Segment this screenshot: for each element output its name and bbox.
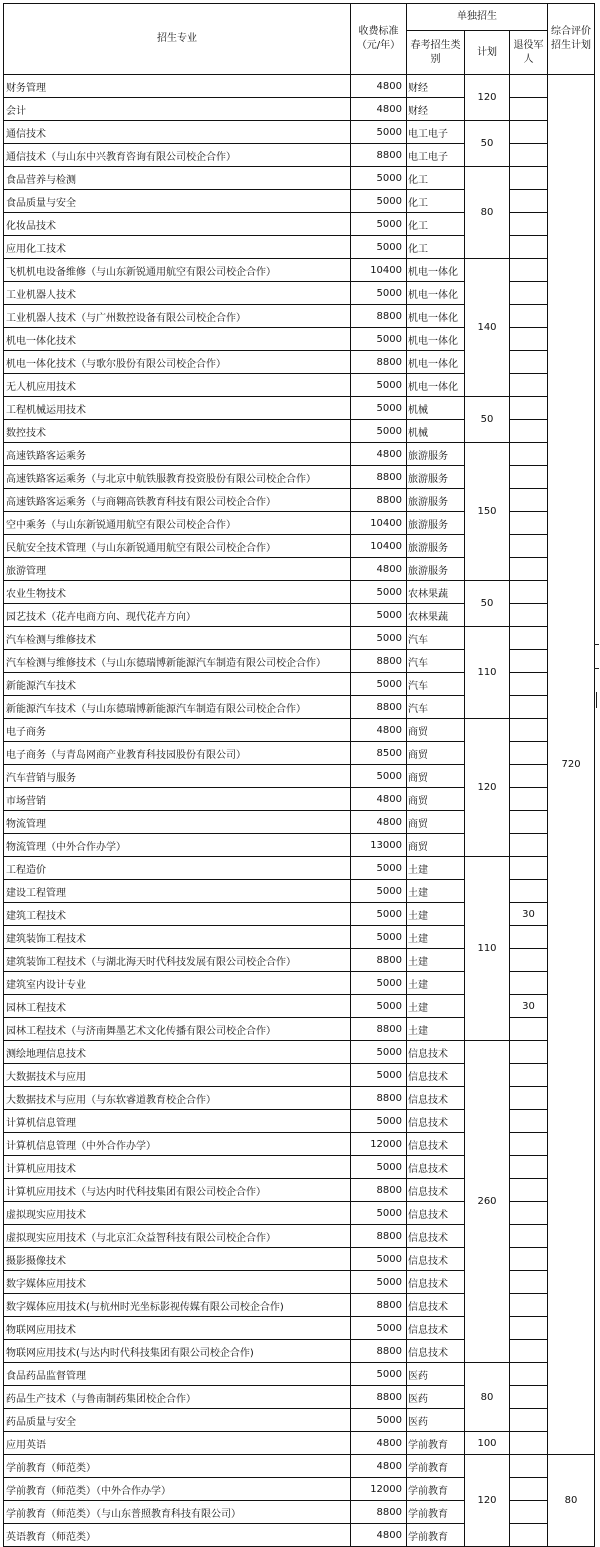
chunkao-category-cell: 汽车	[407, 696, 465, 719]
fee-cell: 5000	[351, 673, 407, 696]
major-name-cell: 高速铁路客运乘务	[4, 443, 351, 466]
chunkao-category-cell: 信息技术	[407, 1202, 465, 1225]
plan-cell: 50	[465, 581, 510, 627]
veteran-cell	[510, 788, 548, 811]
chunkao-category-cell: 土建	[407, 903, 465, 926]
chunkao-category-cell: 汽车	[407, 673, 465, 696]
chunkao-category-cell: 信息技术	[407, 1156, 465, 1179]
major-name-cell: 建筑工程技术	[4, 903, 351, 926]
plan-cell: 110	[465, 857, 510, 1041]
fee-cell: 4800	[351, 98, 407, 121]
major-name-cell: 建筑室内设计专业	[4, 972, 351, 995]
chunkao-category-cell: 学前教育	[407, 1524, 465, 1547]
fee-cell: 8800	[351, 1294, 407, 1317]
veteran-cell	[510, 627, 548, 650]
table-row	[4, 443, 595, 466]
table-row	[4, 75, 595, 98]
fee-cell: 5000	[351, 420, 407, 443]
table-row	[4, 167, 595, 190]
fee-cell: 8800	[351, 1087, 407, 1110]
table-row	[4, 1363, 595, 1386]
comprehensive-plan-cell: 80	[548, 1455, 595, 1547]
fee-cell: 8800	[351, 1225, 407, 1248]
veteran-cell: 30	[510, 903, 548, 926]
chunkao-category-cell: 信息技术	[407, 1087, 465, 1110]
chunkao-category-cell: 机电一体化	[407, 374, 465, 397]
chunkao-category-cell: 土建	[407, 857, 465, 880]
fee-cell: 10400	[351, 259, 407, 282]
veteran-cell	[510, 558, 548, 581]
chunkao-category-cell: 土建	[407, 1018, 465, 1041]
major-name-cell: 新能源汽车技术	[4, 673, 351, 696]
veteran-cell	[510, 121, 548, 144]
chunkao-category-cell: 汽车	[407, 627, 465, 650]
major-name-cell: 应用化工技术	[4, 236, 351, 259]
header-veteran: 退役军人	[510, 31, 548, 75]
plan-cell: 80	[465, 167, 510, 259]
veteran-cell	[510, 190, 548, 213]
fee-cell: 5000	[351, 328, 407, 351]
veteran-cell	[510, 144, 548, 167]
fee-cell: 8500	[351, 742, 407, 765]
veteran-cell	[510, 1110, 548, 1133]
veteran-cell	[510, 1386, 548, 1409]
veteran-cell	[510, 351, 548, 374]
fee-cell: 8800	[351, 1179, 407, 1202]
veteran-cell	[510, 397, 548, 420]
major-name-cell: 计算机信息管理（中外合作办学）	[4, 1133, 351, 1156]
fee-cell: 4800	[351, 719, 407, 742]
major-name-cell: 市场营销	[4, 788, 351, 811]
fee-cell: 4800	[351, 558, 407, 581]
major-name-cell: 建筑装饰工程技术	[4, 926, 351, 949]
major-name-cell: 园林工程技术（与济南舞墨艺术文化传播有限公司校企合作）	[4, 1018, 351, 1041]
major-name-cell: 物联网应用技术	[4, 1317, 351, 1340]
major-name-cell: 民航安全技术管理（与山东新锐通用航空有限公司校企合作）	[4, 535, 351, 558]
major-name-cell: 飞机机电设备维修（与山东新锐通用航空有限公司校企合作）	[4, 259, 351, 282]
major-name-cell: 电子商务（与青岛网商产业教育科技园股份有限公司）	[4, 742, 351, 765]
veteran-cell	[510, 1156, 548, 1179]
table-row	[4, 719, 595, 742]
chunkao-category-cell: 农林果蔬	[407, 604, 465, 627]
chunkao-category-cell: 旅游服务	[407, 535, 465, 558]
chunkao-category-cell: 医药	[407, 1409, 465, 1432]
enrollment-table	[3, 3, 595, 1547]
chunkao-category-cell: 商贸	[407, 834, 465, 857]
veteran-cell	[510, 1179, 548, 1202]
chunkao-category-cell: 信息技术	[407, 1064, 465, 1087]
major-name-cell: 计算机应用技术	[4, 1156, 351, 1179]
chunkao-category-cell: 学前教育	[407, 1478, 465, 1501]
veteran-cell	[510, 1340, 548, 1363]
table-row	[4, 627, 595, 650]
fee-cell: 5000	[351, 121, 407, 144]
veteran-cell	[510, 972, 548, 995]
veteran-cell	[510, 742, 548, 765]
chunkao-category-cell: 商贸	[407, 765, 465, 788]
fee-cell: 5000	[351, 604, 407, 627]
chunkao-category-cell: 旅游服务	[407, 512, 465, 535]
veteran-cell	[510, 765, 548, 788]
chunkao-category-cell: 化工	[407, 190, 465, 213]
chunkao-category-cell: 机电一体化	[407, 328, 465, 351]
major-name-cell: 数控技术	[4, 420, 351, 443]
veteran-cell	[510, 1455, 548, 1478]
plan-cell: 100	[465, 1432, 510, 1455]
fee-cell: 4800	[351, 811, 407, 834]
veteran-cell	[510, 1133, 548, 1156]
veteran-cell	[510, 1064, 548, 1087]
fee-cell: 5000	[351, 972, 407, 995]
major-name-cell: 高速铁路客运乘务（与商翱高铁教育科技有限公司校企合作）	[4, 489, 351, 512]
veteran-cell	[510, 374, 548, 397]
major-name-cell: 园艺技术（花卉电商方向、现代花卉方向）	[4, 604, 351, 627]
fee-cell: 5000	[351, 397, 407, 420]
chunkao-category-cell: 商贸	[407, 788, 465, 811]
veteran-cell	[510, 834, 548, 857]
veteran-cell	[510, 1409, 548, 1432]
major-name-cell: 虚拟现实应用技术（与北京汇众益智科技有限公司校企合作）	[4, 1225, 351, 1248]
fee-cell: 5000	[351, 1110, 407, 1133]
veteran-cell	[510, 1087, 548, 1110]
chunkao-category-cell: 商贸	[407, 719, 465, 742]
fee-cell: 5000	[351, 995, 407, 1018]
fee-cell: 8800	[351, 351, 407, 374]
major-name-cell: 汽车检测与维修技术（与山东德瑞博新能源汽车制造有限公司校企合作）	[4, 650, 351, 673]
chunkao-category-cell: 医药	[407, 1363, 465, 1386]
veteran-cell	[510, 167, 548, 190]
veteran-cell	[510, 236, 548, 259]
chunkao-category-cell: 信息技术	[407, 1225, 465, 1248]
major-name-cell: 学前教育（师范类）	[4, 1455, 351, 1478]
veteran-cell	[510, 1271, 548, 1294]
header-major: 招生专业	[4, 4, 351, 75]
fee-cell: 5000	[351, 903, 407, 926]
veteran-cell	[510, 1018, 548, 1041]
veteran-cell	[510, 650, 548, 673]
veteran-cell: 30	[510, 995, 548, 1018]
fee-cell: 4800	[351, 1524, 407, 1547]
edge-tick-mark	[594, 668, 599, 669]
veteran-cell	[510, 535, 548, 558]
major-name-cell: 空中乘务（与山东新锐通用航空有限公司校企合作）	[4, 512, 351, 535]
major-name-cell: 物流管理（中外合作办学）	[4, 834, 351, 857]
major-name-cell: 电子商务	[4, 719, 351, 742]
chunkao-category-cell: 机电一体化	[407, 351, 465, 374]
plan-cell: 140	[465, 259, 510, 397]
table-row	[4, 397, 595, 420]
fee-cell: 5000	[351, 236, 407, 259]
fee-cell: 10400	[351, 535, 407, 558]
fee-cell: 13000	[351, 834, 407, 857]
chunkao-category-cell: 信息技术	[407, 1110, 465, 1133]
chunkao-category-cell: 信息技术	[407, 1271, 465, 1294]
major-name-cell: 大数据技术与应用	[4, 1064, 351, 1087]
plan-cell: 120	[465, 719, 510, 857]
major-name-cell: 汽车营销与服务	[4, 765, 351, 788]
veteran-cell	[510, 466, 548, 489]
major-name-cell: 食品质量与安全	[4, 190, 351, 213]
chunkao-category-cell: 商贸	[407, 811, 465, 834]
chunkao-category-cell: 汽车	[407, 650, 465, 673]
veteran-cell	[510, 1202, 548, 1225]
chunkao-category-cell: 旅游服务	[407, 466, 465, 489]
fee-cell: 8800	[351, 144, 407, 167]
major-name-cell: 工程造价	[4, 857, 351, 880]
fee-cell: 5000	[351, 1156, 407, 1179]
fee-cell: 5000	[351, 627, 407, 650]
fee-cell: 8800	[351, 1340, 407, 1363]
major-name-cell: 工业机器人技术（与广州数控设备有限公司校企合作）	[4, 305, 351, 328]
veteran-cell	[510, 696, 548, 719]
major-name-cell: 应用英语	[4, 1432, 351, 1455]
fee-cell: 4800	[351, 1455, 407, 1478]
chunkao-category-cell: 信息技术	[407, 1340, 465, 1363]
major-name-cell: 无人机应用技术	[4, 374, 351, 397]
chunkao-category-cell: 信息技术	[407, 1317, 465, 1340]
table-body	[4, 75, 595, 1547]
veteran-cell	[510, 581, 548, 604]
major-name-cell: 会计	[4, 98, 351, 121]
fee-cell: 5000	[351, 857, 407, 880]
veteran-cell	[510, 213, 548, 236]
fee-cell: 12000	[351, 1133, 407, 1156]
plan-cell: 80	[465, 1363, 510, 1432]
chunkao-category-cell: 土建	[407, 949, 465, 972]
major-name-cell: 计算机信息管理	[4, 1110, 351, 1133]
chunkao-category-cell: 土建	[407, 995, 465, 1018]
major-name-cell: 机电一体化技术	[4, 328, 351, 351]
fee-cell: 5000	[351, 1202, 407, 1225]
chunkao-category-cell: 医药	[407, 1386, 465, 1409]
major-name-cell: 药品质量与安全	[4, 1409, 351, 1432]
chunkao-category-cell: 电工电子	[407, 144, 465, 167]
veteran-cell	[510, 1501, 548, 1524]
chunkao-category-cell: 机电一体化	[407, 282, 465, 305]
fee-cell: 4800	[351, 788, 407, 811]
veteran-cell	[510, 1294, 548, 1317]
major-name-cell: 食品药品监督管理	[4, 1363, 351, 1386]
chunkao-category-cell: 土建	[407, 926, 465, 949]
major-name-cell: 机电一体化技术（与歌尔股份有限公司校企合作）	[4, 351, 351, 374]
veteran-cell	[510, 282, 548, 305]
header-chunkao-category: 春考招生类别	[407, 31, 465, 75]
fee-cell: 5000	[351, 1041, 407, 1064]
fee-cell: 5000	[351, 926, 407, 949]
veteran-cell	[510, 443, 548, 466]
fee-cell: 5000	[351, 1248, 407, 1271]
veteran-cell	[510, 949, 548, 972]
plan-cell: 120	[465, 75, 510, 121]
major-name-cell: 大数据技术与应用（与东软睿道教育校企合作）	[4, 1087, 351, 1110]
fee-cell: 4800	[351, 1432, 407, 1455]
veteran-cell	[510, 811, 548, 834]
veteran-cell	[510, 673, 548, 696]
veteran-cell	[510, 1317, 548, 1340]
major-name-cell: 汽车检测与维修技术	[4, 627, 351, 650]
chunkao-category-cell: 信息技术	[407, 1133, 465, 1156]
table-row	[4, 1455, 595, 1478]
major-name-cell: 建设工程管理	[4, 880, 351, 903]
chunkao-category-cell: 学前教育	[407, 1432, 465, 1455]
chunkao-category-cell: 财经	[407, 98, 465, 121]
major-name-cell: 数字媒体应用技术	[4, 1271, 351, 1294]
fee-cell: 5000	[351, 880, 407, 903]
veteran-cell	[510, 1248, 548, 1271]
chunkao-category-cell: 信息技术	[407, 1179, 465, 1202]
chunkao-category-cell: 农林果蔬	[407, 581, 465, 604]
plan-cell: 120	[465, 1455, 510, 1547]
veteran-cell	[510, 1478, 548, 1501]
chunkao-category-cell: 电工电子	[407, 121, 465, 144]
fee-cell: 5000	[351, 1409, 407, 1432]
chunkao-category-cell: 化工	[407, 167, 465, 190]
major-name-cell: 农业生物技术	[4, 581, 351, 604]
chunkao-category-cell: 学前教育	[407, 1455, 465, 1478]
veteran-cell	[510, 305, 548, 328]
chunkao-category-cell: 旅游服务	[407, 489, 465, 512]
fee-cell: 5000	[351, 1363, 407, 1386]
major-name-cell: 测绘地理信息技术	[4, 1041, 351, 1064]
header-comprehensive-plan: 综合评价招生计划	[548, 4, 595, 75]
chunkao-category-cell: 土建	[407, 880, 465, 903]
chunkao-category-cell: 机电一体化	[407, 305, 465, 328]
chunkao-category-cell: 学前教育	[407, 1501, 465, 1524]
fee-cell: 10400	[351, 512, 407, 535]
chunkao-category-cell: 机电一体化	[407, 259, 465, 282]
veteran-cell	[510, 1524, 548, 1547]
fee-cell: 5000	[351, 1064, 407, 1087]
chunkao-category-cell: 化工	[407, 213, 465, 236]
veteran-cell	[510, 75, 548, 98]
chunkao-category-cell: 土建	[407, 972, 465, 995]
fee-cell: 5000	[351, 282, 407, 305]
veteran-cell	[510, 880, 548, 903]
table-row	[4, 1041, 595, 1064]
major-name-cell: 食品营养与检测	[4, 167, 351, 190]
major-name-cell: 药品生产技术（与鲁南制药集团校企合作）	[4, 1386, 351, 1409]
veteran-cell	[510, 1432, 548, 1455]
fee-cell: 8800	[351, 1386, 407, 1409]
fee-cell: 8800	[351, 466, 407, 489]
chunkao-category-cell: 信息技术	[407, 1248, 465, 1271]
major-name-cell: 英语教育（师范类）	[4, 1524, 351, 1547]
header-single-enrollment: 单独招生	[407, 4, 548, 31]
major-name-cell: 通信技术（与山东中兴教育咨询有限公司校企合作）	[4, 144, 351, 167]
veteran-cell	[510, 857, 548, 880]
plan-cell: 50	[465, 121, 510, 167]
veteran-cell	[510, 926, 548, 949]
veteran-cell	[510, 1363, 548, 1386]
major-name-cell: 旅游管理	[4, 558, 351, 581]
plan-cell: 150	[465, 443, 510, 581]
fee-cell: 8800	[351, 650, 407, 673]
fee-cell: 5000	[351, 1271, 407, 1294]
veteran-cell	[510, 1041, 548, 1064]
fee-cell: 5000	[351, 1317, 407, 1340]
comprehensive-plan-cell: 720	[548, 75, 595, 1455]
major-name-cell: 数字媒体应用技术(与杭州时光坐标影视传媒有限公司校企合作)	[4, 1294, 351, 1317]
chunkao-category-cell: 商贸	[407, 742, 465, 765]
table-row	[4, 581, 595, 604]
header-plan: 计划	[465, 31, 510, 75]
major-name-cell: 化妆品技术	[4, 213, 351, 236]
fee-cell: 8800	[351, 696, 407, 719]
fee-cell: 5000	[351, 765, 407, 788]
major-name-cell: 工业机器人技术	[4, 282, 351, 305]
chunkao-category-cell: 财经	[407, 75, 465, 98]
fee-cell: 8800	[351, 1501, 407, 1524]
fee-cell: 5000	[351, 167, 407, 190]
major-name-cell: 计算机应用技术（与达内时代科技集团有限公司校企合作）	[4, 1179, 351, 1202]
veteran-cell	[510, 98, 548, 121]
chunkao-category-cell: 化工	[407, 236, 465, 259]
major-name-cell: 虚拟现实应用技术	[4, 1202, 351, 1225]
chunkao-category-cell: 旅游服务	[407, 443, 465, 466]
fee-cell: 8800	[351, 949, 407, 972]
veteran-cell	[510, 259, 548, 282]
chunkao-category-cell: 信息技术	[407, 1041, 465, 1064]
chunkao-category-cell: 机械	[407, 420, 465, 443]
veteran-cell	[510, 489, 548, 512]
major-name-cell: 物流管理	[4, 811, 351, 834]
veteran-cell	[510, 604, 548, 627]
major-name-cell: 新能源汽车技术（与山东德瑞博新能源汽车制造有限公司校企合作）	[4, 696, 351, 719]
fee-cell: 5000	[351, 213, 407, 236]
fee-cell: 8800	[351, 305, 407, 328]
chunkao-category-cell: 旅游服务	[407, 558, 465, 581]
major-name-cell: 学前教育（师范类）（与山东普照教育科技有限公司）	[4, 1501, 351, 1524]
veteran-cell	[510, 420, 548, 443]
fee-cell: 12000	[351, 1478, 407, 1501]
fee-cell: 5000	[351, 190, 407, 213]
major-name-cell: 高速铁路客运乘务（与北京中航铁服教育投资股份有限公司校企合作）	[4, 466, 351, 489]
fee-cell: 8800	[351, 1018, 407, 1041]
chunkao-category-cell: 机械	[407, 397, 465, 420]
veteran-cell	[510, 328, 548, 351]
fee-cell: 4800	[351, 75, 407, 98]
major-name-cell: 学前教育（师范类）（中外合作办学）	[4, 1478, 351, 1501]
veteran-cell	[510, 512, 548, 535]
major-name-cell: 工程机械运用技术	[4, 397, 351, 420]
fee-cell: 5000	[351, 374, 407, 397]
major-name-cell: 建筑装饰工程技术（与湖北海天时代科技发展有限公司校企合作）	[4, 949, 351, 972]
edge-tick-mark	[596, 692, 597, 708]
veteran-cell	[510, 719, 548, 742]
plan-cell: 260	[465, 1041, 510, 1363]
fee-cell: 4800	[351, 443, 407, 466]
major-name-cell: 园林工程技术	[4, 995, 351, 1018]
table-row	[4, 259, 595, 282]
header-fee: 收费标准（元/年）	[351, 4, 407, 75]
table-row	[4, 121, 595, 144]
plan-cell: 50	[465, 397, 510, 443]
major-name-cell: 通信技术	[4, 121, 351, 144]
plan-cell: 110	[465, 627, 510, 719]
major-name-cell: 财务管理	[4, 75, 351, 98]
fee-cell: 8800	[351, 489, 407, 512]
chunkao-category-cell: 信息技术	[407, 1294, 465, 1317]
fee-cell: 5000	[351, 581, 407, 604]
major-name-cell: 物联网应用技术(与达内时代科技集团有限公司校企合作)	[4, 1340, 351, 1363]
major-name-cell: 摄影摄像技术	[4, 1248, 351, 1271]
table-row	[4, 1432, 595, 1455]
edge-tick-mark	[594, 644, 599, 645]
table-row	[4, 857, 595, 880]
veteran-cell	[510, 1225, 548, 1248]
